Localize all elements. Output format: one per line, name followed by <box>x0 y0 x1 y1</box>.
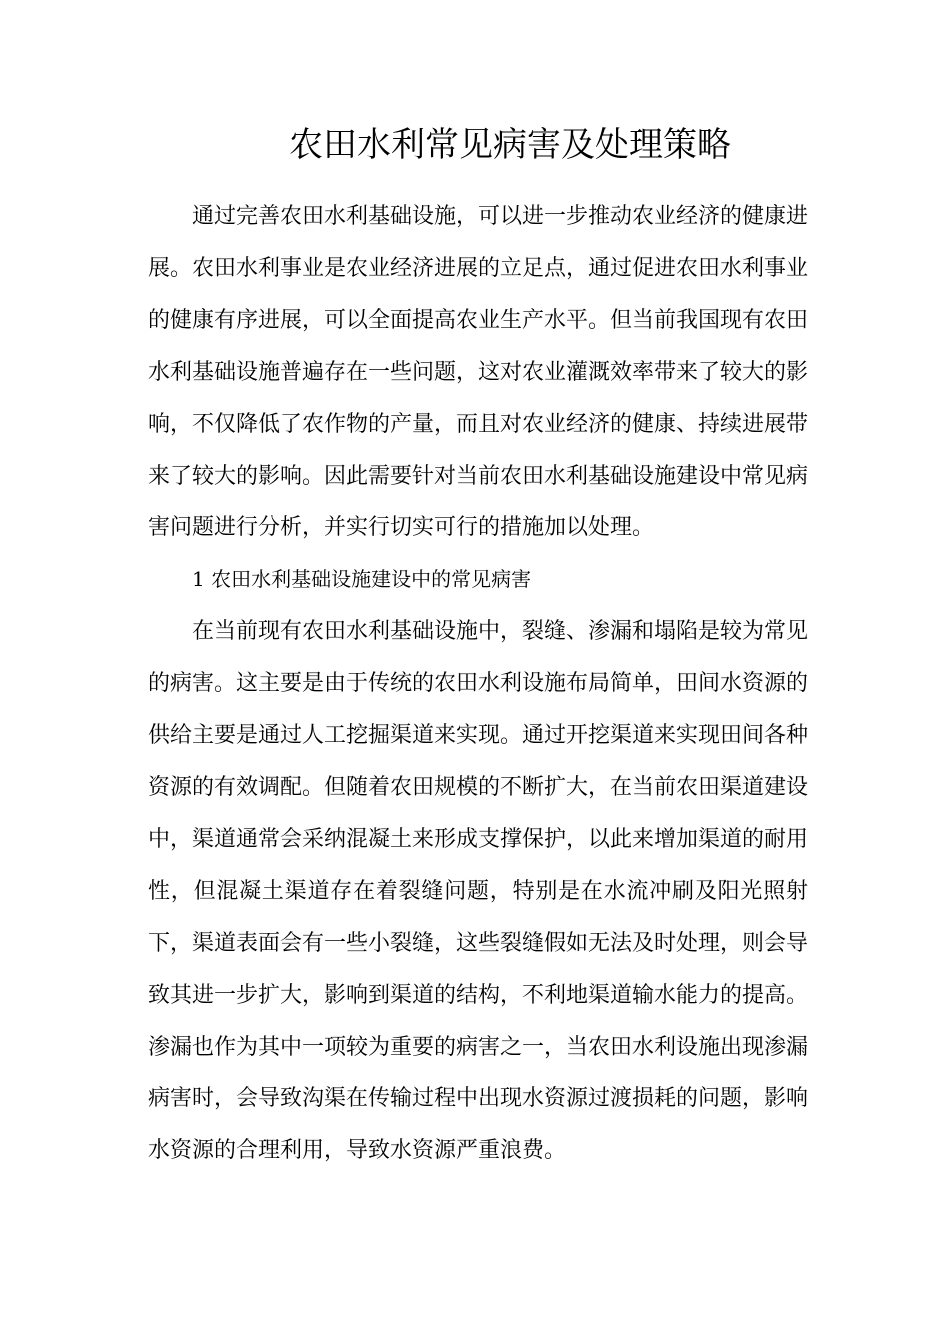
paragraph-common-defects: 在当前现有农田水利基础设施中，裂缝、渗漏和塌陷是较为常见的病害。这主要是由于传统的农田水利设施布局简单，田间水资源的供给主要是通过人工挖掘渠道来实现。通过开挖渠道来实现田间各种资源的有效调配。但随着农田规模的不断扩大，在当前农田渠道建设中，渠道通常会采纳混凝土来形成支撑保护，以此来增加渠道的耐用性，但混凝土渠道存在着裂缝问题，特别是在水流冲刷及阳光照射下，渠道表面会有一些小裂缝，这些裂缝假如无法及时处理，则会导致其进一步扩大，影响到渠道的结构，不利地渠道输水能力的提高。渗漏也作为其中一项较为重要的病害之一，当农田水利设施出现渗漏病害时，会导致沟渠在传输过程中出现水资源过渡损耗的问题，影响水资源的合理利用，导致水资源严重浪费。 <box>148 619 809 1164</box>
section-heading: 1 农田水利基础设施建设中的常见病害 <box>192 567 532 592</box>
paragraph-intro: 通过完善农田水利基础设施，可以进一步推动农业经济的健康进展。农田水利事业是农业经济进展的立足点，通过促进农田水利事业的健康有序进展，可以全面提高农业生产水平。但当前我国现有农田水利基础设施普遍存在一些问题，这对农业灌溉效率带来了较大的影响，不仅降低了农作物的产量，而且对农业经济的健康、持续进展带来了较大的影响。因此需要针对当前农田水利基础设施建设中常见病害问题进行分析，并实行切实可行的措施加以处理。 <box>148 204 809 541</box>
document-title: 农田水利常见病害及处理策略 <box>289 125 731 165</box>
document-body <box>148 191 808 1177</box>
